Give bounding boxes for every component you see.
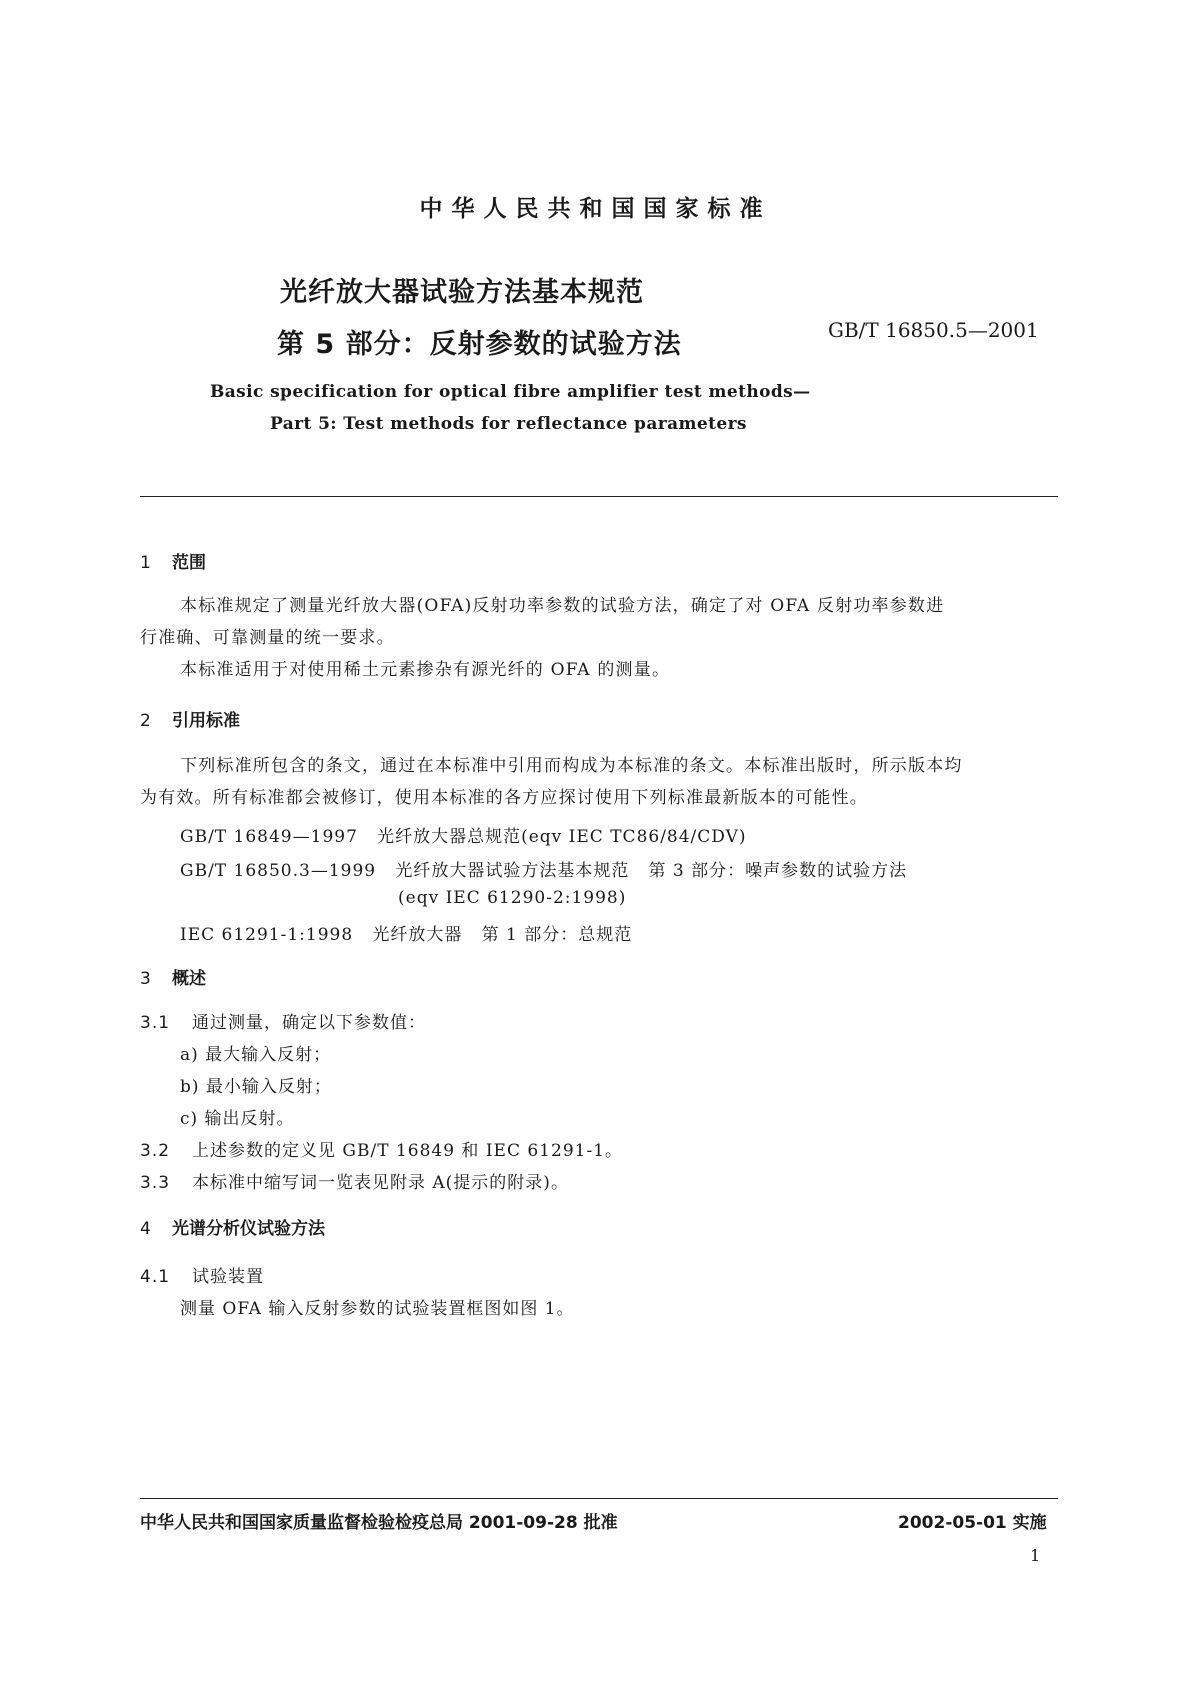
header-divider — [140, 496, 1058, 497]
clause-number: 4.1 — [140, 1267, 171, 1287]
clause-text: 上述参数的定义见 GB/T 16849 和 IEC 61291-1。 — [192, 1141, 624, 1161]
reference-item-continuation: (eqv IEC 61290-2:1998) — [398, 888, 627, 908]
clause-4-1-body: 测量 OFA 输入反射参数的试验装置框图如图 1。 — [180, 1299, 575, 1319]
reference-item: GB/T 16850.3—1999 光纤放大器试验方法基本规范 第 3 部分：噪声参数的试验方法 — [180, 861, 908, 881]
en-title-line1: Basic specification for optical fibre amplifier test methods— — [210, 382, 811, 402]
s1-paragraph-1-line-1: 本标准规定了测量光纤放大器(OFA)反射功率参数的试验方法，确定了对 OFA 反射功率参数进 — [180, 596, 945, 616]
section-title: 范围 — [172, 553, 206, 573]
page-number: 1 — [1030, 1546, 1041, 1565]
cn-title-line2: 第 5 部分：反射参数的试验方法 — [277, 329, 682, 360]
clause-number: 3.3 — [140, 1173, 171, 1193]
standard-number: GB/T 16850.5—2001 — [828, 318, 1039, 342]
s1-paragraph-1-line-2: 行准确、可靠测量的统一要求。 — [140, 628, 395, 648]
section-number: 4 — [140, 1219, 151, 1239]
clause-text: 本标准中缩写词一览表见附录 A(提示的附录)。 — [192, 1173, 569, 1193]
clause-3-3 — [140, 1168, 569, 1193]
clause-text: 通过测量，确定以下参数值： — [192, 1013, 426, 1033]
list-item: b) 最小输入反射； — [180, 1077, 332, 1097]
clause-3-1 — [140, 1008, 426, 1033]
section-title: 引用标准 — [172, 711, 240, 731]
section-4-heading — [140, 1214, 325, 1239]
reference-item: GB/T 16849—1997 光纤放大器总规范(eqv IEC TC86/84/CDV) — [180, 827, 747, 847]
list-item: a) 最大输入反射； — [180, 1045, 332, 1065]
section-3-heading — [140, 964, 206, 989]
s1-paragraph-2: 本标准适用于对使用稀土元素掺杂有源光纤的 OFA 的测量。 — [180, 660, 671, 680]
clause-4-1 — [140, 1262, 264, 1287]
section-title: 概述 — [172, 969, 206, 989]
list-item: c) 输出反射。 — [180, 1109, 295, 1129]
approval-line: 中华人民共和国国家质量监督检验检疫总局 2001-09-28 批准 — [140, 1513, 618, 1533]
clause-text: 试验装置 — [192, 1267, 264, 1287]
section-number: 2 — [140, 711, 151, 731]
s2-paragraph-line-1: 下列标准所包含的条文，通过在本标准中引用而构成为本标准的条文。本标准出版时，所示版本均 — [180, 756, 963, 776]
section-number: 3 — [140, 969, 151, 989]
s2-paragraph-line-2: 为有效。所有标准都会被修订，使用本标准的各方应探讨使用下列标准最新版本的可能性。 — [140, 788, 868, 808]
clause-3-2 — [140, 1136, 623, 1161]
section-2-heading — [140, 706, 240, 731]
national-standard-heading: 中华人民共和国国家标准 — [419, 196, 772, 222]
reference-item: IEC 61291-1:1998 光纤放大器 第 1 部分：总规范 — [180, 925, 633, 945]
section-title: 光谱分析仪试验方法 — [172, 1219, 325, 1239]
implementation-date: 2002-05-01 实施 — [898, 1513, 1047, 1533]
en-title-line2: Part 5: Test methods for reflectance parameters — [270, 414, 747, 434]
footer-divider — [140, 1498, 1058, 1499]
cn-title-line1: 光纤放大器试验方法基本规范 — [280, 277, 644, 308]
clause-number: 3.2 — [140, 1141, 171, 1161]
clause-number: 3.1 — [140, 1013, 171, 1033]
section-1-heading — [140, 548, 206, 573]
section-number: 1 — [140, 553, 151, 573]
